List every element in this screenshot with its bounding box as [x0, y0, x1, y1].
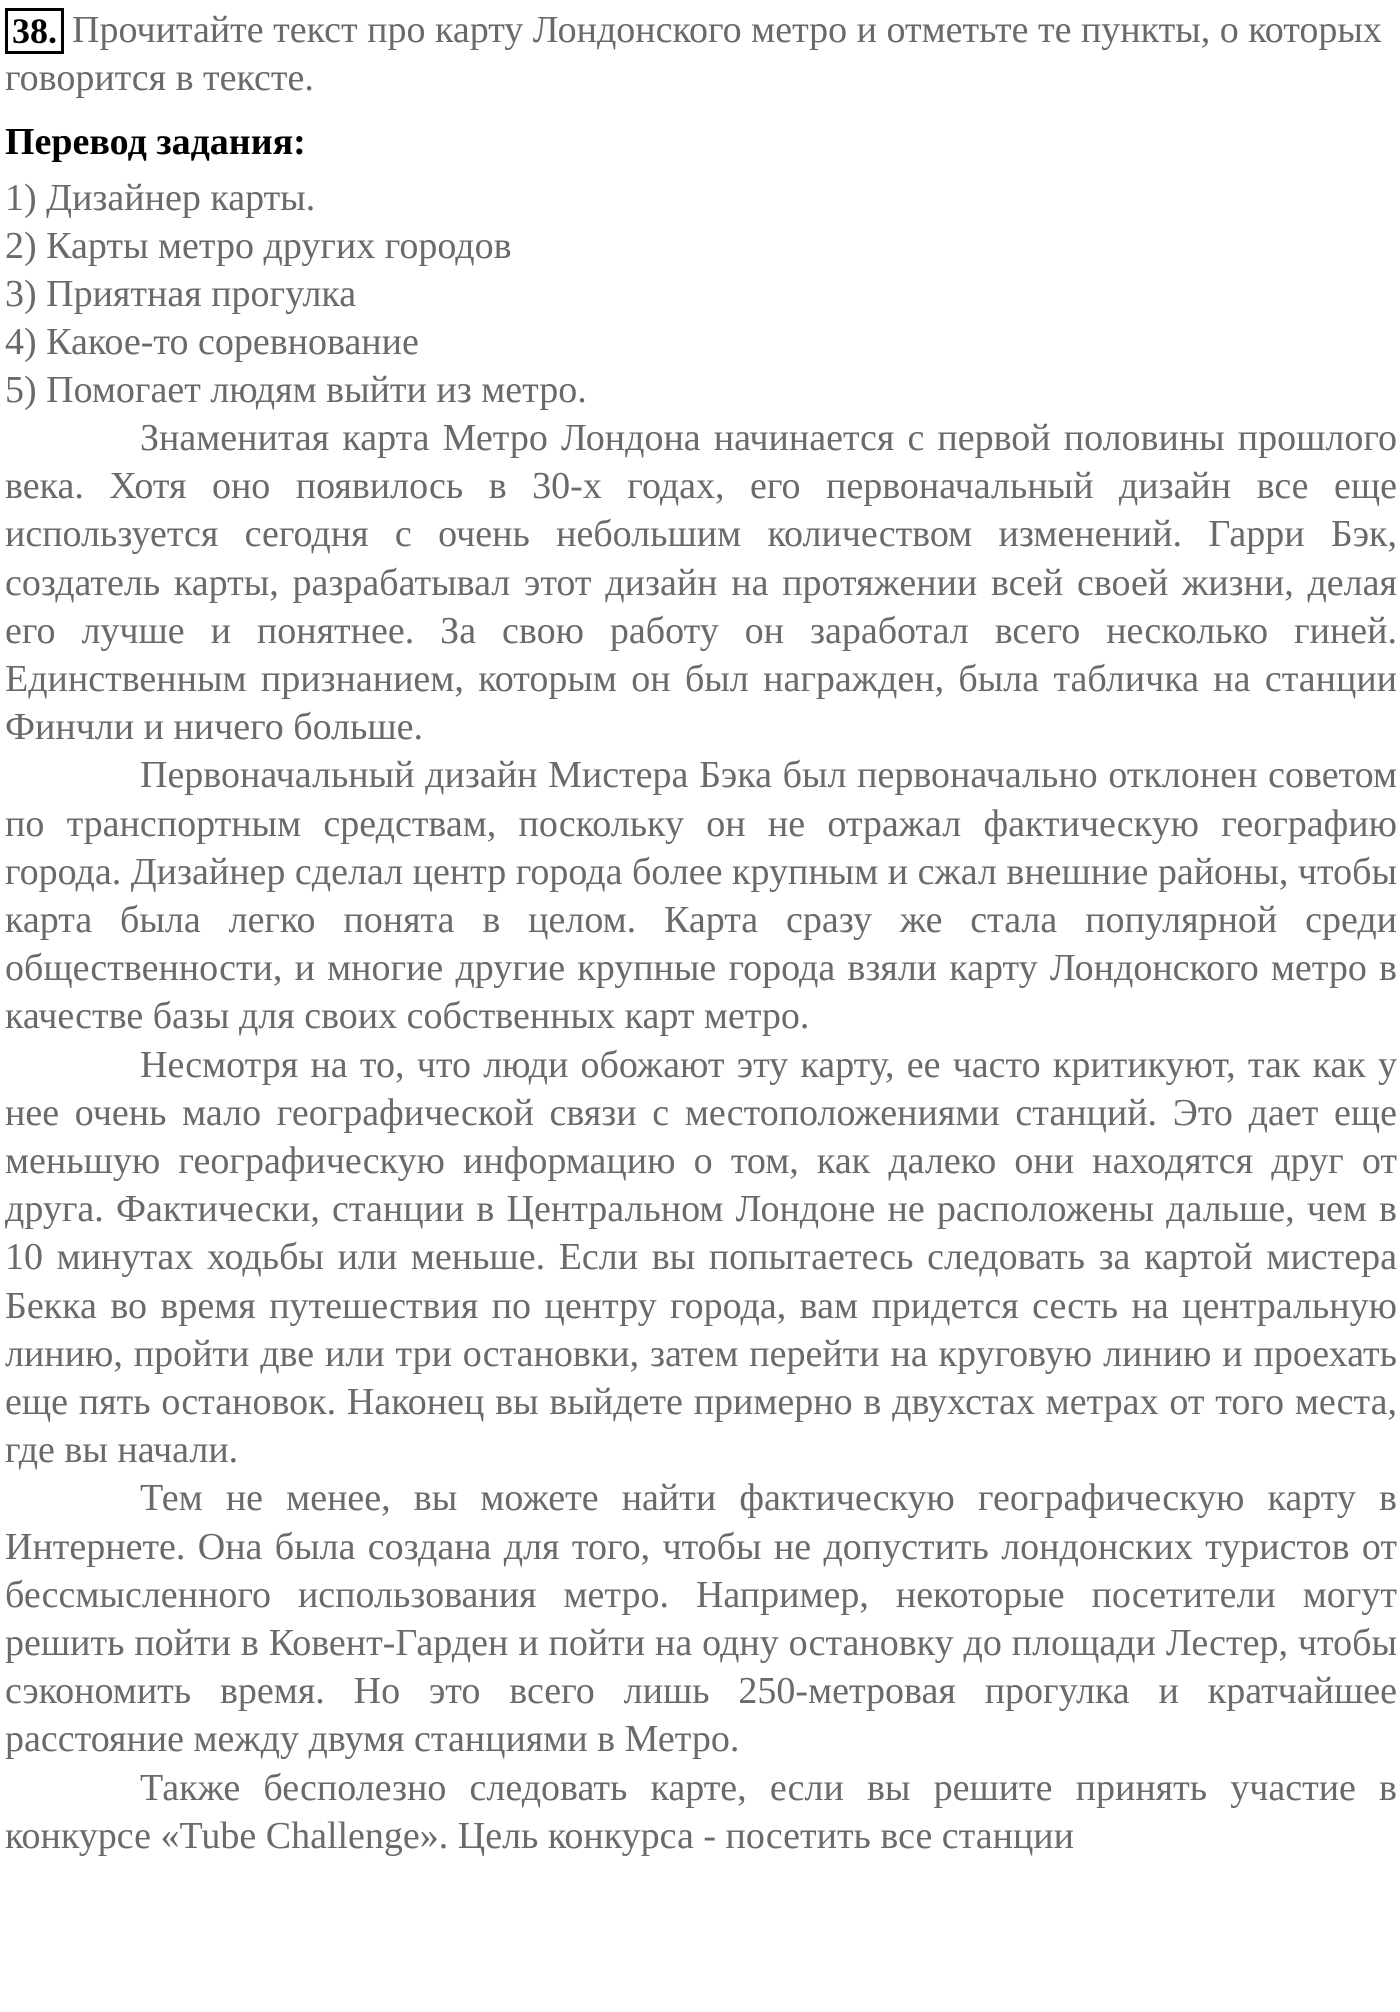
task-item: 5) Помогает людям выйти из метро. [5, 369, 587, 411]
task-item: 2) Карты метро других городов [5, 225, 512, 267]
paragraph: Тем не менее, вы можете найти фактическую географическую карту в Интернете. Она была создана для того, чтобы не допустить лондонских туристов от бессмысленного использования метро. Например, некоторые посетители могут решить пойти в Ковент-Гарден и пойти на одну остановку до площади Лестер, чтобы сэкономить время. Но это всего лишь 250-метровая прогулка и кратчайшее расстояние между двумя станциями в Метро. [5, 1477, 1397, 1761]
paragraph: Также бесполезно следовать карте, если вы решите принять участие в конкурсе «Tube Challenge». Цель конкурса - посетить все станции [5, 1766, 1397, 1857]
article-text [5, 414, 1397, 1860]
paragraph: Первоначальный дизайн Мистера Бэка был первоначально отклонен советом по транспортным средствам, поскольку он не отражал фактическую географию города. Дизайнер сделал центр города более крупным и сжал внешние районы, чтобы карта была легко понята в целом. Карта сразу же стала популярной среди общественности, и многие другие крупные города взяли карту Лондонского метро в качестве базы для своих собственных карт метро. [5, 754, 1397, 1038]
paragraph: Несмотря на то, что люди обожают эту карту, ее часто критикуют, так как у нее очень мало географической связи с местоположениями станций. Это дает еще меньшую географическую информацию о том, как далеко они находятся друг от друга. Фактически, станции в Центральном Лондоне не расположены дальше, чем в 10 минутах ходьбы или меньше. Если вы попытаетесь следовать за картой мистера Бекка во время путешествия по центру города, вам придется сесть на центральную линию, пройти две или три остановки, затем перейти на круговую линию и проехать еще пять остановок. Наконец вы выйдете примерно в двухстах метрах от того места, где вы начали. [5, 1043, 1397, 1472]
task-item: 3) Приятная прогулка [5, 273, 357, 315]
document-page [5, 0, 1397, 1860]
task-items-list [5, 174, 1397, 414]
task-number: 38. [5, 8, 64, 54]
translation-heading: Перевод задания: [5, 121, 306, 163]
task-item: 1) Дизайнер карты. [5, 177, 316, 219]
paragraph: Знаменитая карта Метро Лондона начинается с первой половины прошлого века. Хотя оно появилось в 30-х годах, его первоначальный дизайн все еще используется сегодня с очень небольшим количеством изменений. Гарри Бэк, создатель карты, разрабатывал этот дизайн на протяжении всей своей жизни, делая его лучше и понятнее. За свою работу он заработал всего несколько гиней. Единственным признанием, которым он был награжден, была табличка на станции Финчли и ничего больше. [5, 417, 1397, 749]
task-instruction: Прочитайте текст про карту Лондонского метро и отметьте те пункты, о которых говорится в тексте. [5, 9, 1382, 99]
task-header [5, 6, 1397, 102]
task-item: 4) Какое-то соревнование [5, 321, 419, 363]
